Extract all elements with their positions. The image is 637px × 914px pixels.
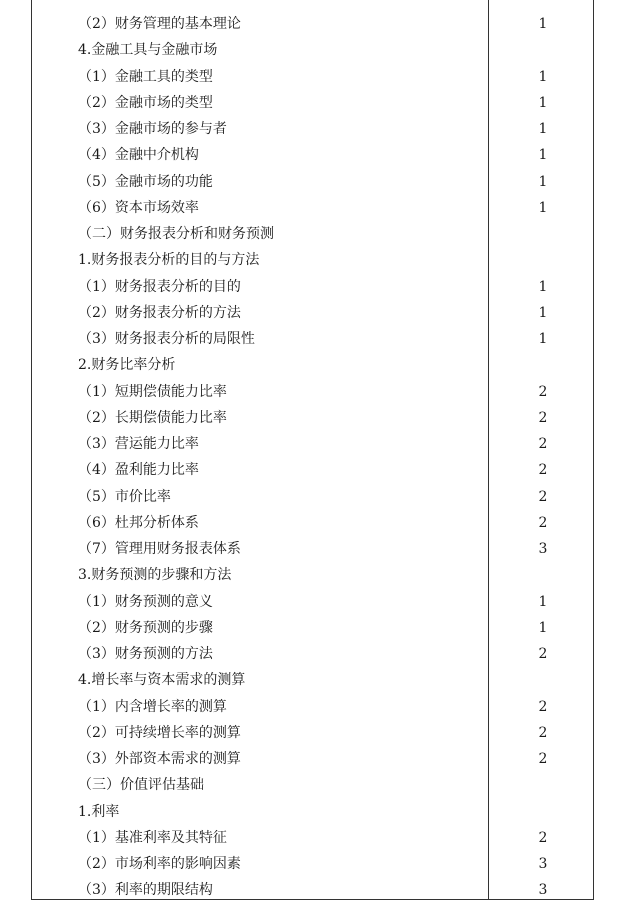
topic-label: 2.财务比率分析 [78,357,176,374]
hours-value: 1 [538,173,548,190]
hours-value: 2 [538,514,548,531]
topic-label: （2）金融市场的类型 [78,94,213,111]
table-row [78,457,598,483]
table-row [78,589,598,615]
topic-label: （2）财务报表分析的方法 [78,304,241,321]
topic-label: （3）利率的期限结构 [78,882,213,899]
hours-value: 2 [538,436,548,452]
hours-value: 2 [538,462,548,479]
topic-label: （1）内含增长率的测算 [78,698,227,715]
topic-label: （3）财务报表分析的局限性 [78,331,255,347]
topic-label: （二）财务报表分析和财务预测 [78,226,274,242]
table-row [78,247,598,273]
topic-label: （6）杜邦分析体系 [78,514,199,531]
hours-value: 1 [538,147,548,164]
hours-value: 3 [538,882,548,899]
topic-label: （5）市价比率 [78,488,171,505]
topic-label: （三）价值评估基础 [78,777,204,794]
table-row [78,326,598,352]
table-row [78,221,598,247]
table-row [78,169,598,195]
topic-label: 1.财务报表分析的目的与方法 [78,252,260,269]
topic-label: （2）长期偿债能力比率 [78,409,227,426]
topic-label: （5）金融市场的功能 [78,173,213,190]
topic-label: （1）金融工具的类型 [78,68,213,85]
topic-label: （2）可持续增长率的测算 [78,724,241,741]
topic-label: 4.增长率与资本需求的测算 [78,672,246,689]
hours-value: 1 [538,278,548,295]
table-row [78,510,598,536]
topic-label: （4）金融中介机构 [78,147,199,164]
hours-value: 1 [538,619,548,636]
table-row [78,720,598,746]
table-row [78,562,598,588]
hours-value: 1 [538,199,548,216]
topic-label: （4）盈利能力比率 [78,462,199,479]
table-row [78,274,598,300]
hours-value: 2 [538,409,548,426]
table-row [78,405,598,431]
topic-label: （2）财务预测的步骤 [78,619,213,636]
table-row [78,11,598,37]
topic-label: （3）外部资本需求的测算 [78,751,241,767]
hours-value: 1 [538,68,548,85]
hours-value: 2 [538,751,548,767]
topic-label: 1.利率 [78,803,120,820]
table-row [78,825,598,851]
hours-value: 3 [538,541,548,557]
hours-value: 1 [538,593,548,610]
hours-value: 2 [538,698,548,715]
hours-value: 1 [538,331,548,347]
table-row [78,615,598,641]
table-row [78,431,598,457]
hours-value: 2 [538,488,548,505]
topic-label: （1）基准利率及其特征 [78,829,227,846]
hours-value: 1 [538,16,548,32]
topic-label: （3）营运能力比率 [78,436,199,452]
table-row [78,536,598,562]
hours-value: 1 [538,304,548,321]
topic-label: 4.金融工具与金融市场 [78,42,218,59]
table-row [78,195,598,221]
topic-label: （6）资本市场效率 [78,199,199,216]
table-row [78,90,598,116]
hours-value: 1 [538,94,548,111]
table-row [78,772,598,798]
hours-value: 3 [538,856,548,872]
topic-label: （2）市场利率的影响因素 [78,856,241,872]
table-row [78,116,598,142]
table-row [78,64,598,90]
table-row [78,352,598,378]
table-rows [78,11,598,904]
topic-label: （1）财务预测的意义 [78,593,213,610]
table-row [78,142,598,168]
hours-value: 2 [538,646,548,662]
table-row [78,300,598,326]
table-row [78,37,598,63]
topic-label: （7）管理用财务报表体系 [78,541,241,557]
hours-value: 1 [538,121,548,137]
topic-label: （3）金融市场的参与者 [78,121,227,137]
table-row [78,667,598,693]
table-row [78,851,598,877]
table-row [78,484,598,510]
topic-label: （1）财务报表分析的目的 [78,278,241,295]
table-row [78,746,598,772]
hours-value: 2 [538,724,548,741]
table-row [78,877,598,903]
table-row [78,379,598,405]
topic-label: （2）财务管理的基本理论 [78,16,241,32]
table-row [78,694,598,720]
hours-value: 2 [538,829,548,846]
topic-label: 3.财务预测的步骤和方法 [78,567,232,584]
table-row [78,641,598,667]
hours-value: 2 [538,383,548,400]
topic-label: （3）财务预测的方法 [78,646,213,662]
topic-label: （1）短期偿债能力比率 [78,383,227,400]
table-row [78,799,598,825]
